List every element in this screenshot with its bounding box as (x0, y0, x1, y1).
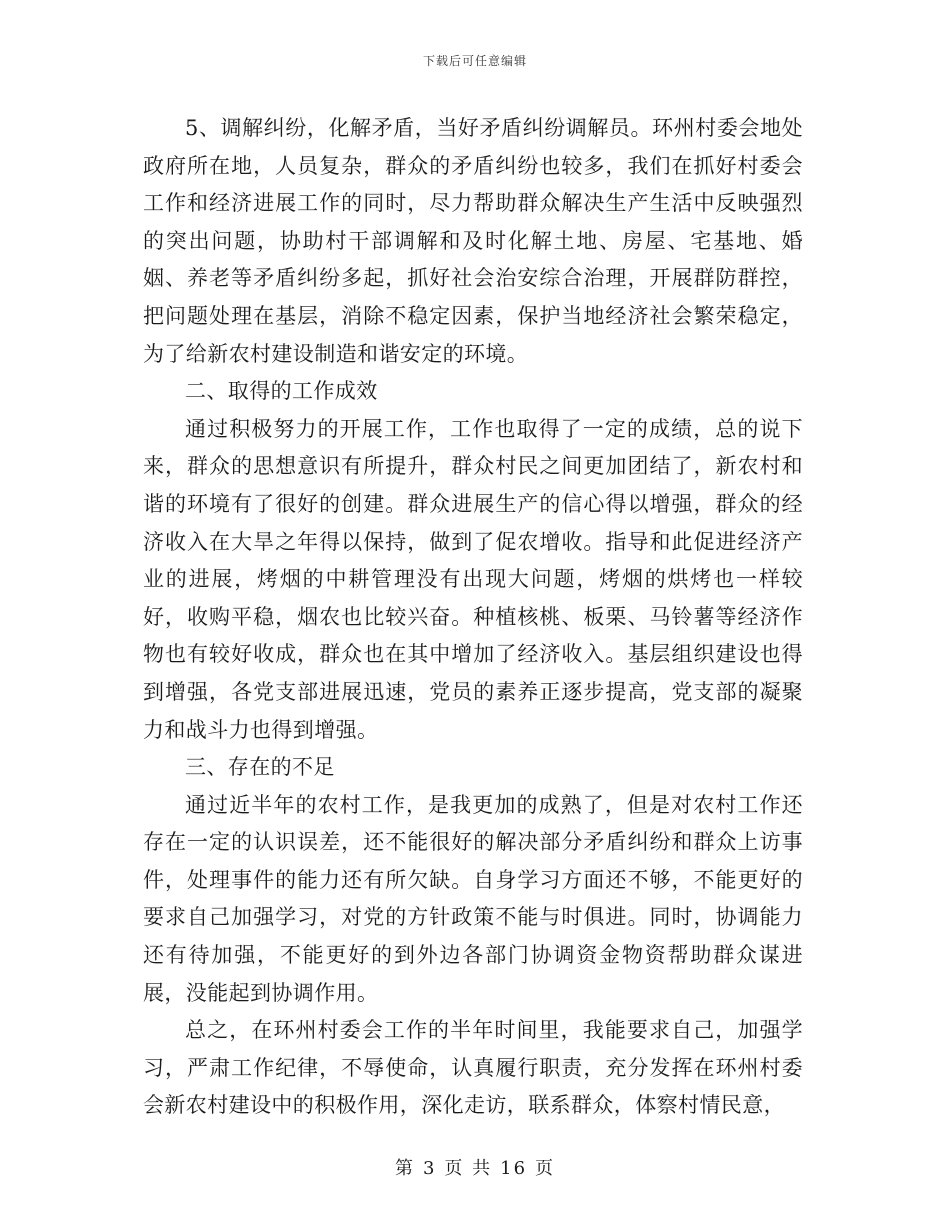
total-pages: 16 (500, 1158, 528, 1179)
page-label-middle: 页 共 (444, 1158, 493, 1179)
page-label-suffix: 页 (535, 1158, 556, 1179)
page-header: 下载后可任意编辑 (422, 54, 527, 68)
page-footer (0, 1154, 950, 1180)
page-number: 3 (422, 1158, 437, 1179)
paragraph-shortcomings: 通过近半年的农村工作，是我更加的成熟了，但是对农村工作还存在一定的认识误差，还不能很好的解决部分矛盾纠纷和群众上访事件，处理事件的能力还有所欠缺。自身学习方面还不够，不能更好的要求自己加强学习，对党的方针政策不能与时俱进。同时，协调能力还有待加强，不能更好的到外边各部门协调资金物资帮助群众谋进展，没能起到协调作用。 (143, 792, 803, 1005)
paragraph-achievements: 通过积极努力的开展工作，工作也取得了一定的成绩，总的说下来，群众的思想意识有所提升，群众村民之间更加团结了，新农村和谐的环境有了很好的创建。群众进展生产的信心得以增强，群众的经济收入在大旱之年得以保持，做到了促农增收。指导和此促进经济产业的进展，烤烟的中耕管理没有出现大问题，烤烟的烘烤也一样较好，收购平稳，烟农也比较兴奋。种植核桃、板栗、马铃薯等经济作物也有较好收成，群众也在其中增加了经济收入。基层组织建设也得到增强，各党支部进展迅速，党员的素养正逐步提高，党支部的凝聚力和战斗力也得到增强。 (143, 416, 803, 742)
paragraph-conclusion: 总之，在环州村委会工作的半年时间里，我能要求自己，加强学习，严肃工作纪律，不辱使命，认真履行职责，充分发挥在环州村委会新农村建设中的积极作用，深化走访，联系群众，体察村情民意， (143, 1018, 803, 1118)
document-body (143, 110, 803, 1125)
paragraph-mediation: 5、调解纠纷，化解矛盾，当好矛盾纠纷调解员。环州村委会地处政府所在地，人员复杂，群众的矛盾纠纷也较多，我们在抓好村委会工作和经济进展工作的同时，尽力帮助群众解决生产生活中反映强烈的突出问题，协助村干部调解和及时化解土地、房屋、宅基地、婚姻、养老等矛盾纠纷多起，抓好社会治安综合治理，开展群防群控，把问题处理在基层，消除不稳定因素，保护当地经济社会繁荣稳定，为了给新农村建设制造和谐安定的环境。 (143, 116, 803, 366)
page-label-prefix: 第 (394, 1158, 415, 1179)
section-heading-shortcomings: 三、存在的不足 (185, 755, 335, 780)
section-heading-achievements: 二、取得的工作成效 (185, 379, 378, 404)
